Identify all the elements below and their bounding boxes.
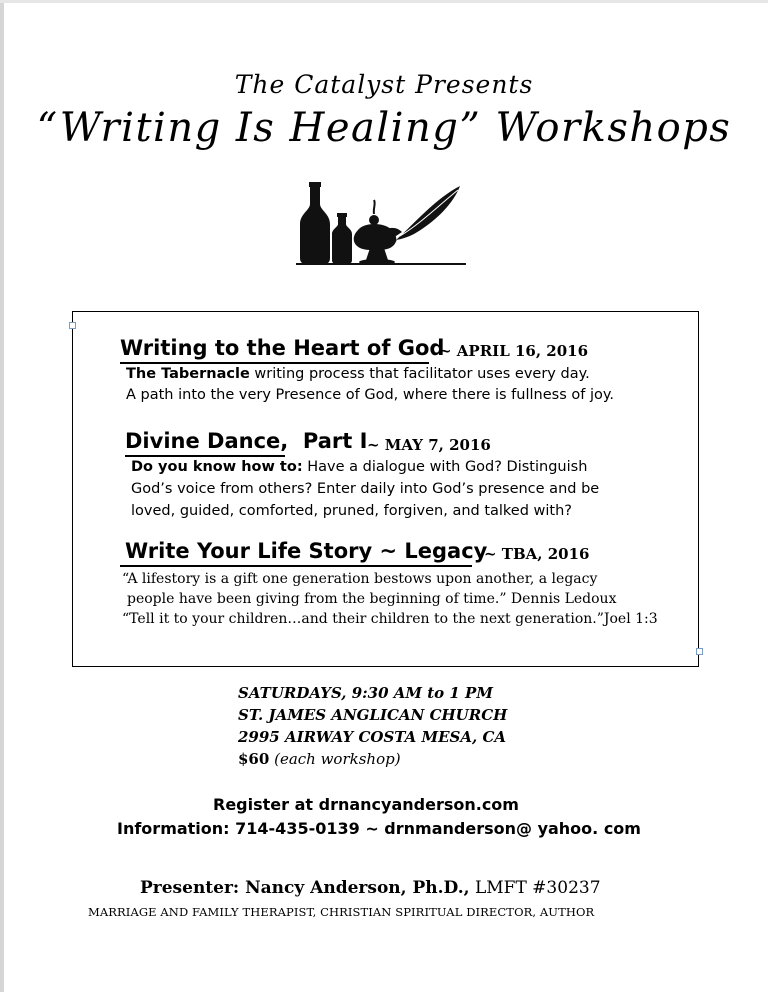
workshop-3-title: Write Your Life Story ~ Legacy (125, 539, 488, 563)
small-bottle-icon (332, 216, 352, 264)
tall-bottle-icon (300, 184, 330, 264)
information-text: Information: 714-435-0139 ~ drnmanderson@ yahoo. com (117, 819, 641, 838)
workshop-2-line-2: God’s voice from others? Enter daily into God’s presence and be (131, 481, 600, 497)
workshop-3-line-3: “Tell it to your children…and their children to the next generation.”Joel 1:3 (122, 611, 658, 627)
workshop-1-date: ~ APRIL 16, 2016 (439, 342, 589, 360)
workshop-3-line-2: people have been giving from the beginning of time.” Dennis Ledoux (127, 591, 617, 607)
workshop-2-title-underline (125, 455, 285, 457)
workshop-1-line-2: A path into the very Presence of God, where there is fullness of joy. (126, 387, 614, 403)
workshop-3-title-underline (120, 565, 472, 567)
page-top-edge (0, 0, 768, 3)
schedule-text: SATURDAYS, 9:30 AM to 1 PM (238, 684, 493, 702)
page-title: “Writing Is Healing” Workshops (36, 105, 732, 151)
workshop-1-title-underline (120, 362, 429, 364)
workshop-2-line-1: Do you know how to: Have a dialogue with God? Distinguish (131, 459, 588, 475)
workshop-2-date: ~ MAY 7, 2016 (367, 436, 491, 454)
box-resize-handle-bottom-right[interactable] (696, 648, 703, 655)
address-text: 2995 AIRWAY COSTA MESA, CA (238, 728, 507, 746)
workshop-1-line-1: The Tabernacle writing process that facilitator uses every day. (126, 366, 590, 382)
venue-text: ST. JAMES ANGLICAN CHURCH (238, 706, 508, 724)
presenter-text: Presenter: Nancy Anderson, Ph.D., LMFT #30237 (140, 878, 601, 898)
workshop-2-title: Divine Dance, Part I (125, 429, 368, 453)
workshop-3-date: ~ TBA, 2016 (484, 545, 590, 563)
presents-heading: The Catalyst Presents (234, 70, 534, 99)
workshop-2-line-3: loved, guided, comforted, pruned, forgiven, and talked with? (131, 503, 573, 519)
presenter-roles: MARRIAGE AND FAMILY THERAPIST, CHRISTIAN SPIRITUAL DIRECTOR, AUTHOR (88, 905, 595, 919)
bottles-lamp-quill-illustration (296, 180, 466, 266)
register-text: Register at drnancyanderson.com (213, 795, 519, 814)
price-text: $60 (each workshop) (238, 750, 401, 768)
oil-lamp-icon (354, 224, 397, 250)
workshop-1-title: Writing to the Heart of God (120, 336, 445, 360)
box-resize-handle-top-left[interactable] (69, 322, 76, 329)
workshop-3-line-1: “A lifestory is a gift one generation bestows upon another, a legacy (122, 571, 598, 587)
